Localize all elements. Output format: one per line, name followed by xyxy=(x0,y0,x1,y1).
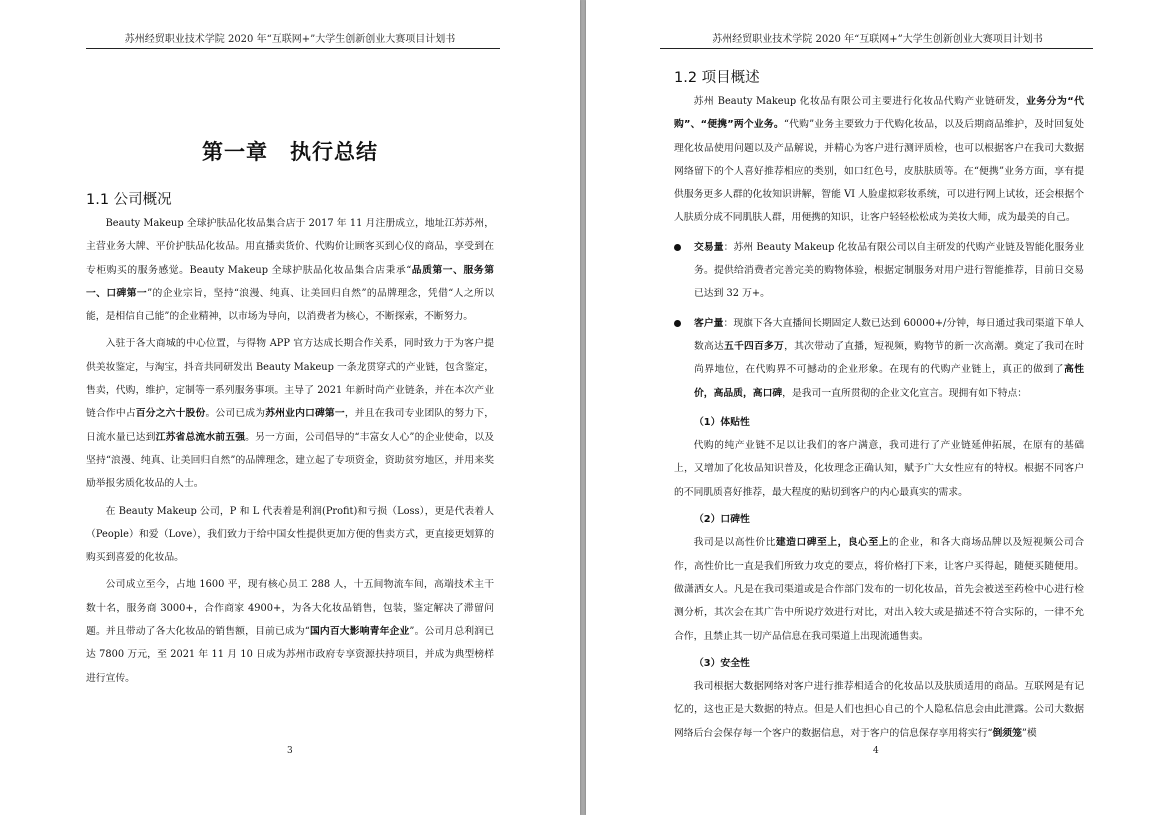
header-rule xyxy=(86,48,500,49)
emphasis-text: 倒须笼 xyxy=(992,727,1022,739)
section-body xyxy=(86,212,494,694)
header-rule xyxy=(660,48,1093,49)
text-run: ：苏州 Beauty Makeup 化妆品有限公司以自主研发的代购产业链及智能化服务业务。提供给消费者完善完美的购物体验，根据定制服务对用户进行智能推荐，目前日交易已达到 32 万+。 xyxy=(694,241,1085,300)
list-item-text xyxy=(694,312,1084,405)
emphasis-text: 苏州业内口碑第一 xyxy=(265,408,345,420)
text-run: 入驻于各大商城的中心位置，与得物 APP 官方达成长期合作关系，同时致力于为客户提供美妆鉴定，与淘宝，抖音共同研发出 Beauty Makeup 一条龙贯穿式的产业链，包含鉴定，售卖，代购，维护，定制等一系列服务事项。主导了 2021 年新时尚产业链条，并在本次产业链合作中占 xyxy=(86,338,494,420)
emphasis-text: 客户量 xyxy=(694,317,724,329)
emphasis-text: 国内百大影响青年企业 xyxy=(309,626,410,638)
emphasis-text: 品质第一、服务第一、口碑第一 xyxy=(86,264,495,299)
paragraph xyxy=(86,332,494,495)
text-run: 苏州 Beauty Makeup 化妆品有限公司主要进行化妆品代购产业链研发， xyxy=(693,96,1027,107)
page-number: 3 xyxy=(287,746,293,756)
text-run: ，其次带动了直播，短视频，购物节的新一次高潮。奠定了我司在时尚界地位，在代购界不可撼动的企业形象。在现有的代购产业链上，真正的做到了 xyxy=(694,340,1085,376)
emphasis-text: 建造口碑至上，良心至上 xyxy=(775,537,890,549)
chapter-title: 第一章 执行总结 xyxy=(202,140,378,164)
text-run: ”的企业宗旨，坚持“浪漫、纯真、让美回归自然”的品牌理念，凭借“人之所以能，是相信自己能”的企业精神，以市场为导向，以消费者为核心，不断探索，不断努力。 xyxy=(86,287,494,323)
subheading: （2）口碑性 xyxy=(694,514,750,526)
text-run: Beauty Makeup 全球护肤品化妆品集合店于 2017 年 11 月注册成立，地址江苏苏州，主营业务大牌、平价护肤品化妆品。用直播卖货价、代购价让顾客买到心仪的商品，享受到在专柜购买的服务感觉。Beauty Makeup 全球护肤品化妆品集合店秉承“ xyxy=(86,218,494,276)
text-run: ”。公司月总利润已达 7800 万元，至 2021 年 11 月 10 日成为苏州市政府专享资源扶持项目，并成为典型榜样进行宣传。 xyxy=(86,626,494,684)
emphasis-text: 业务分为“代购”、“便携”两个业务。 xyxy=(674,96,1084,131)
text-run: “代购”业务主要致力于代购化妆品，以及后期商品维护，及时回复处理化妆品使用问题以及产品解说，并精心为客户进行测评质检，也可以根据客户在我司大数据网络留下的个人喜好推荐相应的类别，如口红色号，皮肤肤质等。在“便携”业务方面，享有提供服务更多人群的化妆知识讲解，智能 VI 人脸虚拟彩妆系统，可以进行网上试妆，还会根据个人肤质分成不同肌肤人群，用便携的知识，让客户轻轻松松成为美妆大师，成为最美的自己。 xyxy=(674,119,1084,224)
page-4 xyxy=(586,0,1169,815)
page-3 xyxy=(0,0,580,815)
paragraph xyxy=(674,531,1084,647)
page-number: 4 xyxy=(873,746,879,756)
text-run: ”模 xyxy=(1021,727,1037,739)
page-header: 苏州经贸职业技术学院 2020 年“互联网+”大学生创新创业大赛项目计划书 xyxy=(712,34,1043,45)
list-item-text xyxy=(694,236,1084,306)
text-run: ，并且在我司专业团队的努力下，日流水量已达到 xyxy=(86,408,495,443)
paragraph xyxy=(674,434,1084,504)
emphasis-text: 五千四百多万 xyxy=(724,340,785,352)
paragraph xyxy=(674,675,1084,745)
emphasis-text: 高性价，高品质，高口碑 xyxy=(694,364,1085,399)
bullet-icon xyxy=(674,320,681,327)
list-item xyxy=(674,312,1084,405)
emphasis-text: 百分之六十股份 xyxy=(135,408,206,420)
paragraph xyxy=(86,573,494,689)
page-header: 苏州经贸职业技术学院 2020 年“互联网+”大学生创新创业大赛项目计划书 xyxy=(124,34,456,45)
text-run: 。另一方面，公司倡导的“丰富女人心”的企业使命，以及坚持“浪漫、纯真、让美回归自然”的品牌理念，建立起了专项资金，资助贫穷地区，并用来奖励举报劣质化妆品的人士。 xyxy=(86,431,494,490)
emphasis-text: 江苏省总流水前五强 xyxy=(155,431,246,443)
emphasis-text: 交易量 xyxy=(694,241,724,253)
text-run: 我司是以高性价比 xyxy=(693,537,776,549)
bullet-icon xyxy=(674,244,681,251)
section-title-1-1: 1.1 公司概况 xyxy=(86,192,172,208)
text-run: 代购的纯产业链不足以让我们的客户满意，我司进行了产业链延伸拓展，在原有的基础上，又增加了化妆品知识普及，化妆理念正确认知，赋予广大女性应有的特权。根据不同客户的不同肌质喜好推荐，最大程度的贴切到客户的内心最真实的需求。 xyxy=(674,440,1084,498)
text-run: 的企业，和各大商场品牌以及短视频公司合作，高性价比一直是我们所致力攻克的要点，将价格打下来，让客户买得起，随便买随便用。做潇洒女人。凡是在我司渠道或是合作部门发布的一切化妆品，首先会被送至药检中心进行检测分析，其次会在其广告中所说疗效进行对比，对出入较大或是描述不符合实际的，一律不允合作，且禁止其一切产品信息在我司渠道上出现流通售卖。 xyxy=(674,537,1085,642)
text-run: 在 Beauty Makeup 公司，P 和 L 代表着是利润(Profit)和亏损（Loss），更是代表着人（People）和爱（Love），我们致力于给中国女性提供更加方便的售卖方式，更直接更划算的购买到喜爱的化妆品。 xyxy=(86,505,494,564)
subheading: （3）安全性 xyxy=(694,657,750,669)
paragraph xyxy=(86,500,494,570)
text-run: 公司成立至今，占地 1600 平，现有核心员工 288 人，十五间物流车间，高端技术主干数十名，服务商 3000+，合作商家 4900+，为各大化妆品销售，包装，鉴定解决了滞留问题。并且带动了各大化妆品的销售额，目前已成为“ xyxy=(86,579,494,638)
subheading: （1）体贴性 xyxy=(694,416,750,428)
section-title-1-2: 1.2 项目概述 xyxy=(674,70,760,86)
paragraph xyxy=(674,90,1084,230)
text-run: 。公司已成为 xyxy=(205,408,266,420)
list-item xyxy=(674,236,1084,306)
section-body xyxy=(674,90,1084,749)
paragraph xyxy=(86,212,494,328)
text-run: ，是我司一直所贯彻的企业文化宣言。现拥有如下特点： xyxy=(782,387,1028,399)
text-run: ：现旗下各大直播间长期固定人数已达到 60000+/分钟，每日通过我司渠道下单人数高达 xyxy=(694,317,1084,352)
text-run: 我司根据大数据网络对客户进行推荐相适合的化妆品以及肤质适用的商品。互联网是有记忆的，这也正是大数据的特点。但是人们也担心自己的个人隐私信息会由此泄露。公司大数据网络后台会保存每一个客户的数据信息，对于客户的信息保存享用将实行“ xyxy=(674,681,1084,739)
